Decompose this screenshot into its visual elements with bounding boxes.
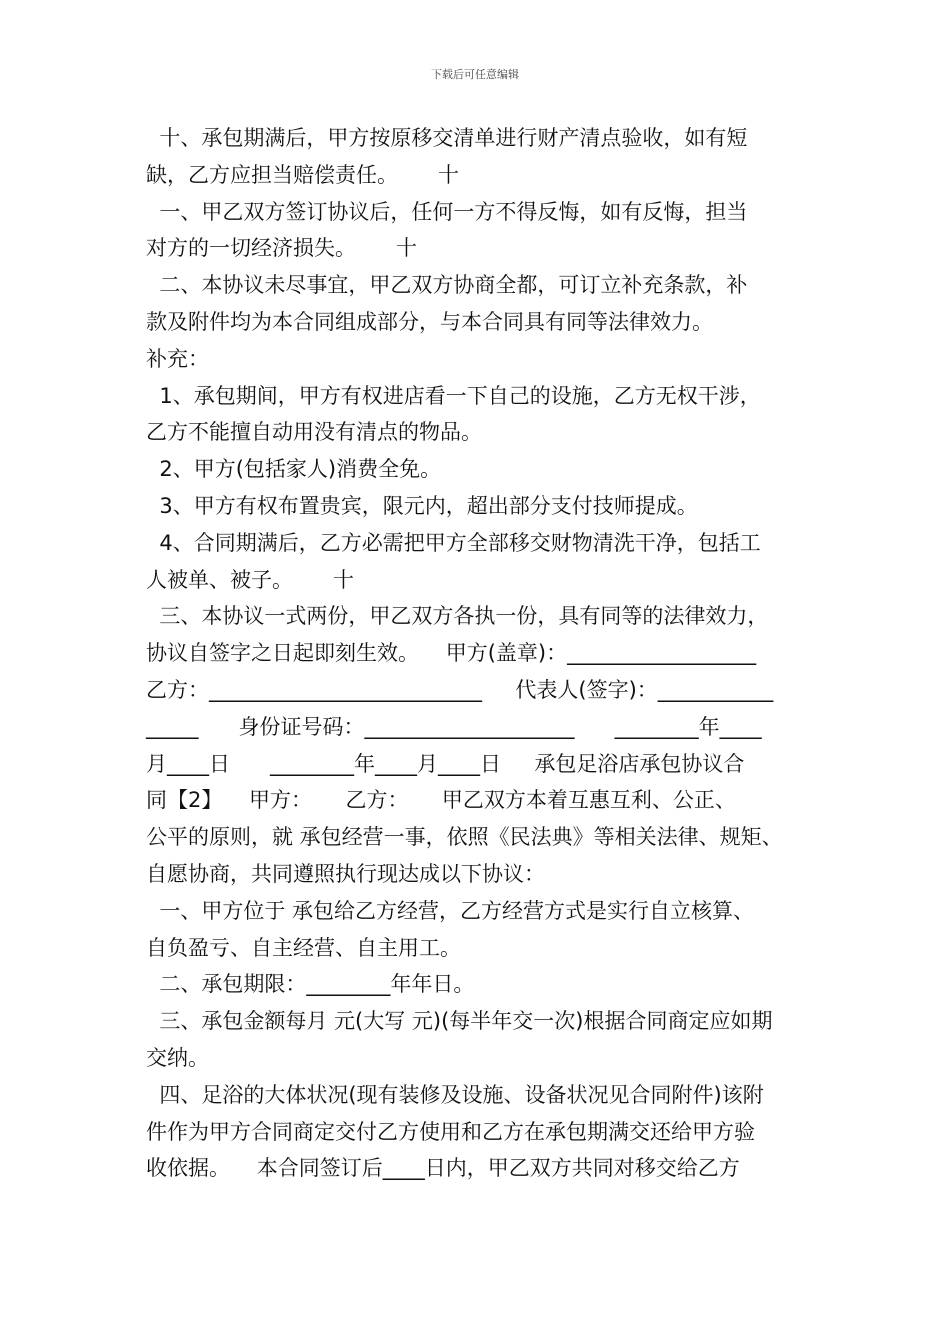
text-line: 款及附件均为本合同组成部分，与本合同具有同等法律效力。 [146,309,713,334]
text-line: 三、本协议一式两份，甲乙双方各执一份，具有同等的法律效力， [146,604,769,629]
text-line: 补充： [146,346,209,371]
text-line: 缺，乙方应担当赔偿责任。 十 [146,162,460,187]
text-line: 三、承包金额每月 元(大写 元)(每半年交一次)根据合同商定应如期 [146,1009,773,1034]
text-line: 4、合同期满后，乙方必需把甲方全部移交财物清洗干净，包括工 [146,530,761,555]
text-line: 协议自签字之日起即刻生效。 甲方(盖章)：__________________ [146,641,757,666]
text-line: 公平的原则，就 承包经营一事，依照《民法典》等相关法律、规矩、 [146,825,783,850]
text-line: 二、承包期限：________年年日。 [146,972,475,997]
text-line: 3、甲方有权布置贵宾，限元内，超出部分支付技师提成。 [146,493,698,518]
text-line: 月____日 ________年____月____日 承包足浴店承包协议合 [146,751,745,776]
page-header: 下载后可任意编辑 [431,68,519,81]
text-line: 自负盈亏、自主经营、自主用工。 [146,935,461,960]
text-line: 件作为甲方合同商定交付乙方使用和乙方在承包期满交还给甲方验 [146,1119,755,1144]
text-line: 收依据。 本合同签订后____日内，甲乙双方共同对移交给乙方 [146,1156,740,1181]
text-line: 四、足浴的大体状况(现有装修及设施、设备状况见合同附件)该附 [146,1082,764,1107]
text-line: 一、甲方位于 承包给乙方经营，乙方经营方式是实行自立核算、 [146,898,755,923]
text-line: 二、本协议未尽事宜，甲乙双方协商全都，可订立补充条款，补 [146,273,748,298]
text-line: 同【2】 甲方： 乙方： 甲乙双方本着互惠互利、公正、 [146,788,736,813]
text-line: 十、承包期满后，甲方按原移交清单进行财产清点验收，如有短 [146,126,748,150]
text-line: 对方的一切经济损失。 十 [146,236,418,261]
text-line: 人被单、被子。 十 [146,567,355,592]
text-line: 乙方不能擅自动用没有清点的物品。 [146,420,482,445]
text-line: _____ 身份证号码：____________________ ________年____ [146,714,762,739]
text-line: 乙方：__________________________ 代表人(签字)：___________ [146,677,774,702]
text-line: 2、甲方(包括家人)消费全免。 [146,457,442,482]
text-line: 一、甲乙双方签订协议后，任何一方不得反悔，如有反悔，担当 [146,199,748,224]
text-line: 1、承包期间，甲方有权进店看一下自己的设施，乙方无权干涉， [146,383,761,408]
document-body [146,120,826,1187]
text-line: 自愿协商，共同遵照执行现达成以下协议： [146,861,545,886]
text-line: 交纳。 [146,1045,209,1070]
